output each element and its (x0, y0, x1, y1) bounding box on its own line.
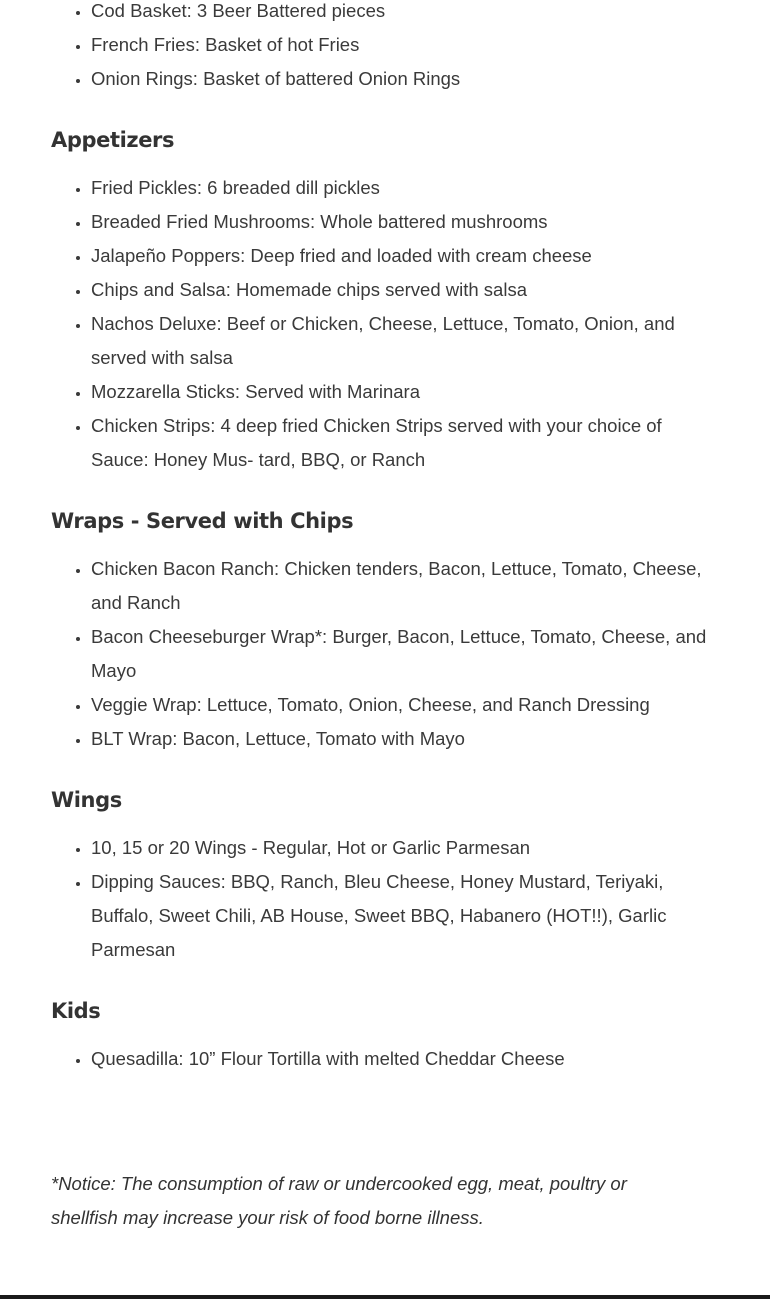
list-item: • Bacon Cheeseburger Wrap*: Burger, Bacon, Lettuce, Tomato, Cheese, and Mayo (91, 620, 721, 688)
spacer (51, 1076, 721, 1167)
section-title-wings: Wings (51, 788, 122, 812)
list-item: • BLT Wrap: Bacon, Lettuce, Tomato with Mayo (91, 722, 721, 756)
spacer (51, 477, 721, 491)
wings-list (51, 831, 721, 967)
list-item: • Fried Pickles: 6 breaded dill pickles (91, 171, 721, 205)
spacer (51, 967, 721, 981)
list-item: • Jalapeño Poppers: Deep fried and loaded with cream cheese (91, 239, 721, 273)
wraps-list (51, 552, 721, 756)
bottom-divider (0, 1295, 770, 1299)
list-item: • Breaded Fried Mushrooms: Whole battered mushrooms (91, 205, 721, 239)
list-item: • Veggie Wrap: Lettuce, Tomato, Onion, Cheese, and Ranch Dressing (91, 688, 721, 722)
list-item: • Chicken Bacon Ranch: Chicken tenders, Bacon, Lettuce, Tomato, Cheese, and Ranch (91, 552, 721, 620)
spacer (51, 96, 721, 110)
list-item: • Quesadilla: 10” Flour Tortilla with melted Cheddar Cheese (91, 1042, 721, 1076)
section-title-kids: Kids (51, 999, 101, 1023)
list-item: • Chicken Strips: 4 deep fried Chicken Strips served with your choice of Sauce: Honey Mus- tard, BBQ, or Ranch (91, 409, 721, 477)
list-item: • Dipping Sauces: BBQ, Ranch, Bleu Cheese, Honey Mustard, Teriyaki, Buffalo, Sweet Chili, AB House, Sweet BBQ, Habanero (HOT!!), Garlic Parmesan (91, 865, 721, 967)
list-item: • Onion Rings: Basket of battered Onion Rings (91, 62, 721, 96)
spacer (51, 756, 721, 770)
list-item: • 10, 15 or 20 Wings - Regular, Hot or Garlic Parmesan (91, 831, 721, 865)
list-item: • Mozzarella Sticks: Served with Marinara (91, 375, 721, 409)
section-title-wraps: Wraps - Served with Chips (51, 509, 354, 533)
menu-content (51, 0, 721, 1235)
list-item: • French Fries: Basket of hot Fries (91, 28, 721, 62)
health-notice: *Notice: The consumption of raw or undercooked egg, meat, poultry or shellfish may increase your risk of food borne illness. (51, 1173, 627, 1228)
list-item: • Chips and Salsa: Homemade chips served with salsa (91, 273, 721, 307)
kids-list (51, 1042, 721, 1076)
list-item: • Cod Basket: 3 Beer Battered pieces (91, 0, 721, 28)
baskets-list (51, 0, 721, 96)
section-title-appetizers: Appetizers (51, 128, 175, 152)
list-item: • Nachos Deluxe: Beef or Chicken, Cheese, Lettuce, Tomato, Onion, and served with salsa (91, 307, 721, 375)
appetizers-list (51, 171, 721, 477)
